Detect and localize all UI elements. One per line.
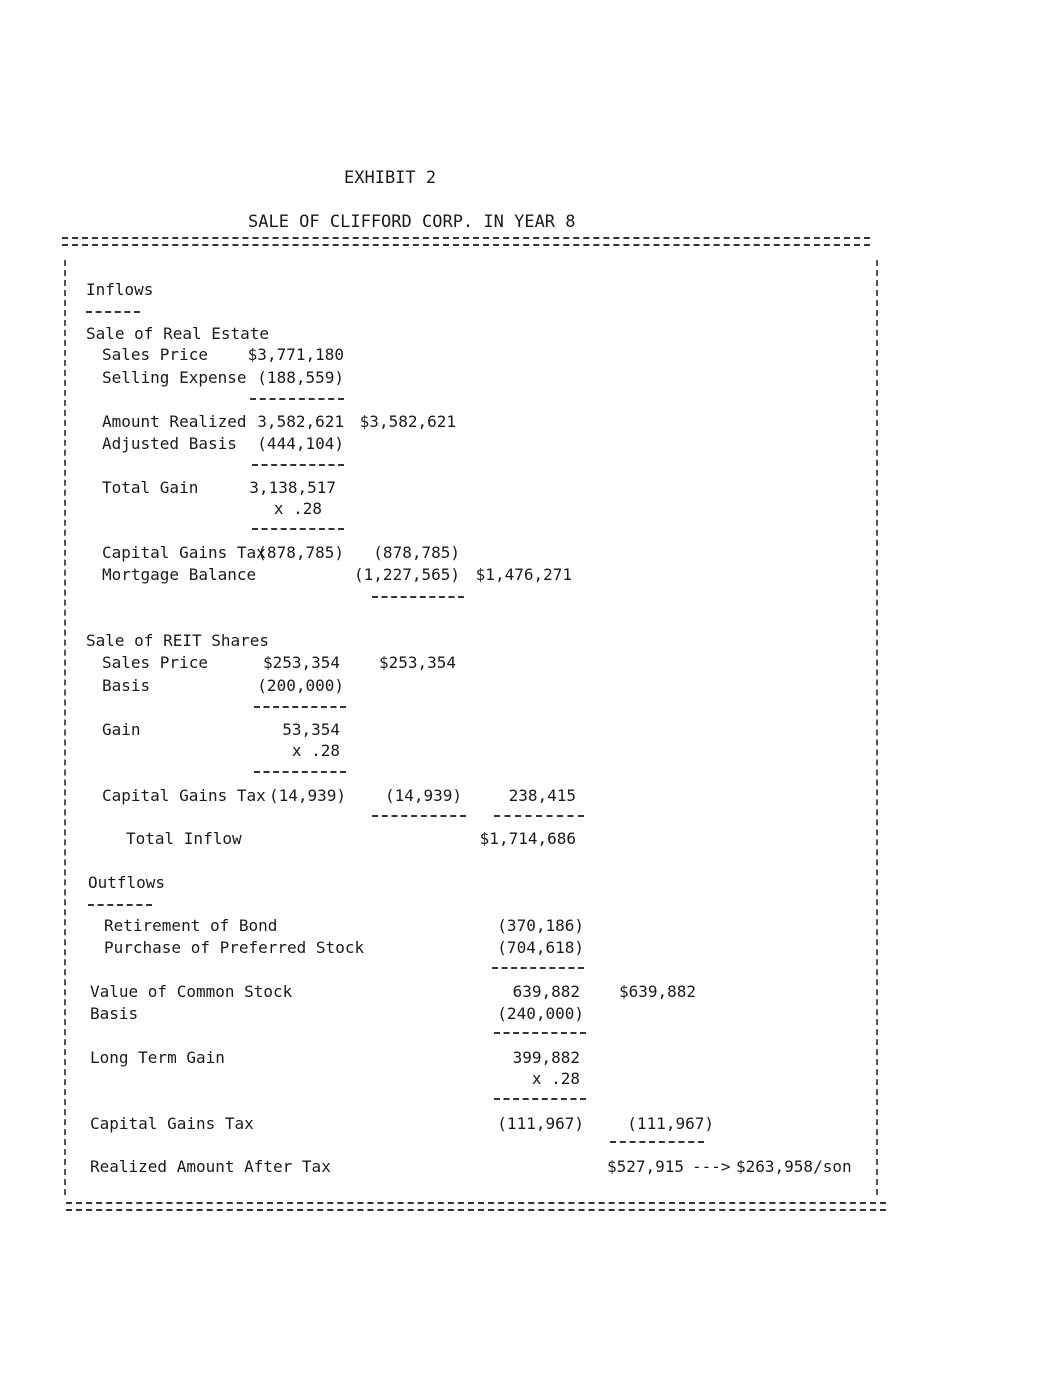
right-border [876,260,878,1195]
common-cap-gains-tax-c3: (111,967) [497,1114,584,1133]
exhibit-label: EXHIBIT 2 [344,168,437,188]
real-estate-heading: Sale of Real Estate [86,324,270,343]
rule [252,464,344,466]
re-mortgage-label: Mortgage Balance [102,565,257,584]
re-sales-price-label: Sales Price [102,345,208,364]
rule [372,815,466,817]
preferred-stock-label: Purchase of Preferred Stock [104,938,365,957]
long-term-gain-rate: x .28 [531,1069,580,1088]
re-selling-expense-label: Selling Expense [102,368,247,387]
outflows-heading: Outflows [88,873,166,892]
reit-cap-gains-tax-c3: 238,415 [508,786,576,805]
re-cap-gains-tax-c2: (878,785) [373,543,460,562]
reit-gain-label: Gain [102,720,141,739]
long-term-gain-value: 399,882 [512,1048,580,1067]
common-value-c4: $639,882 [618,982,696,1001]
reit-basis-label: Basis [102,676,151,695]
common-basis-label: Basis [90,1004,139,1023]
re-selling-expense-value: (188,559) [257,368,344,387]
reit-heading: Sale of REIT Shares [86,631,270,650]
preferred-stock-value: (704,618) [497,938,584,957]
rule [372,596,464,598]
reit-cap-gains-tax-label: Capital Gains Tax [102,786,266,805]
reit-gain-value: 53,354 [282,720,340,739]
reit-sales-price-label: Sales Price [102,653,208,672]
re-mortgage-c2: (1,227,565) [354,565,460,584]
re-amount-realized-label: Amount Realized [102,412,247,431]
rule [610,1141,704,1143]
bottom-double-rule [66,1202,886,1211]
top-double-rule [62,237,870,246]
rule [492,967,584,969]
retirement-bond-label: Retirement of Bond [104,916,278,935]
re-total-gain-rate: x .28 [273,499,322,518]
outflows-underline [88,904,152,906]
re-total-gain-value: 3,138,517 [249,478,336,497]
total-inflow-value: $1,714,686 [479,829,576,848]
re-sales-price-value: $3,771,180 [247,345,344,364]
inflows-underline [86,311,140,313]
re-total-gain-label: Total Gain [102,478,199,497]
re-adjusted-basis-value: (444,104) [257,434,344,453]
realized-after-tax-value: $527,915 [606,1157,684,1176]
common-value-c3: 639,882 [512,982,580,1001]
reit-sales-price-c1: $253,354 [262,653,340,672]
reit-sales-price-c2: $253,354 [378,653,456,672]
reit-cap-gains-tax-c2: (14,939) [384,786,462,805]
total-inflow-label: Total Inflow [126,829,242,848]
re-cap-gains-tax-label: Capital Gains Tax [102,543,266,562]
arrow-glyph: ---> [692,1157,731,1176]
re-amount-realized-c1: 3,582,621 [257,412,344,431]
common-basis-value: (240,000) [497,1004,584,1023]
realized-after-tax-label: Realized Amount After Tax [90,1157,331,1176]
reit-cap-gains-tax-c1: (14,939) [268,786,346,805]
long-term-gain-label: Long Term Gain [90,1048,225,1067]
rule [254,706,346,708]
re-adjusted-basis-label: Adjusted Basis [102,434,237,453]
reit-basis-value: (200,000) [257,676,344,695]
re-mortgage-c3: $1,476,271 [475,565,572,584]
rule [250,398,344,400]
rule [494,1098,586,1100]
common-value-label: Value of Common Stock [90,982,293,1001]
page-title: SALE OF CLIFFORD CORP. IN YEAR 8 [248,212,576,232]
per-son-value: $263,958/son [736,1157,852,1176]
retirement-bond-value: (370,186) [497,916,584,935]
left-border [64,260,66,1195]
rule [252,528,344,530]
rule [254,771,346,773]
common-cap-gains-tax-label: Capital Gains Tax [90,1114,254,1133]
rule [494,1032,586,1034]
reit-gain-rate: x .28 [291,741,340,760]
inflows-heading: Inflows [86,280,154,299]
rule [494,815,584,817]
common-cap-gains-tax-c4: (111,967) [627,1114,714,1133]
re-amount-realized-c2: $3,582,621 [359,412,456,431]
re-cap-gains-tax-c1: (878,785) [257,543,344,562]
